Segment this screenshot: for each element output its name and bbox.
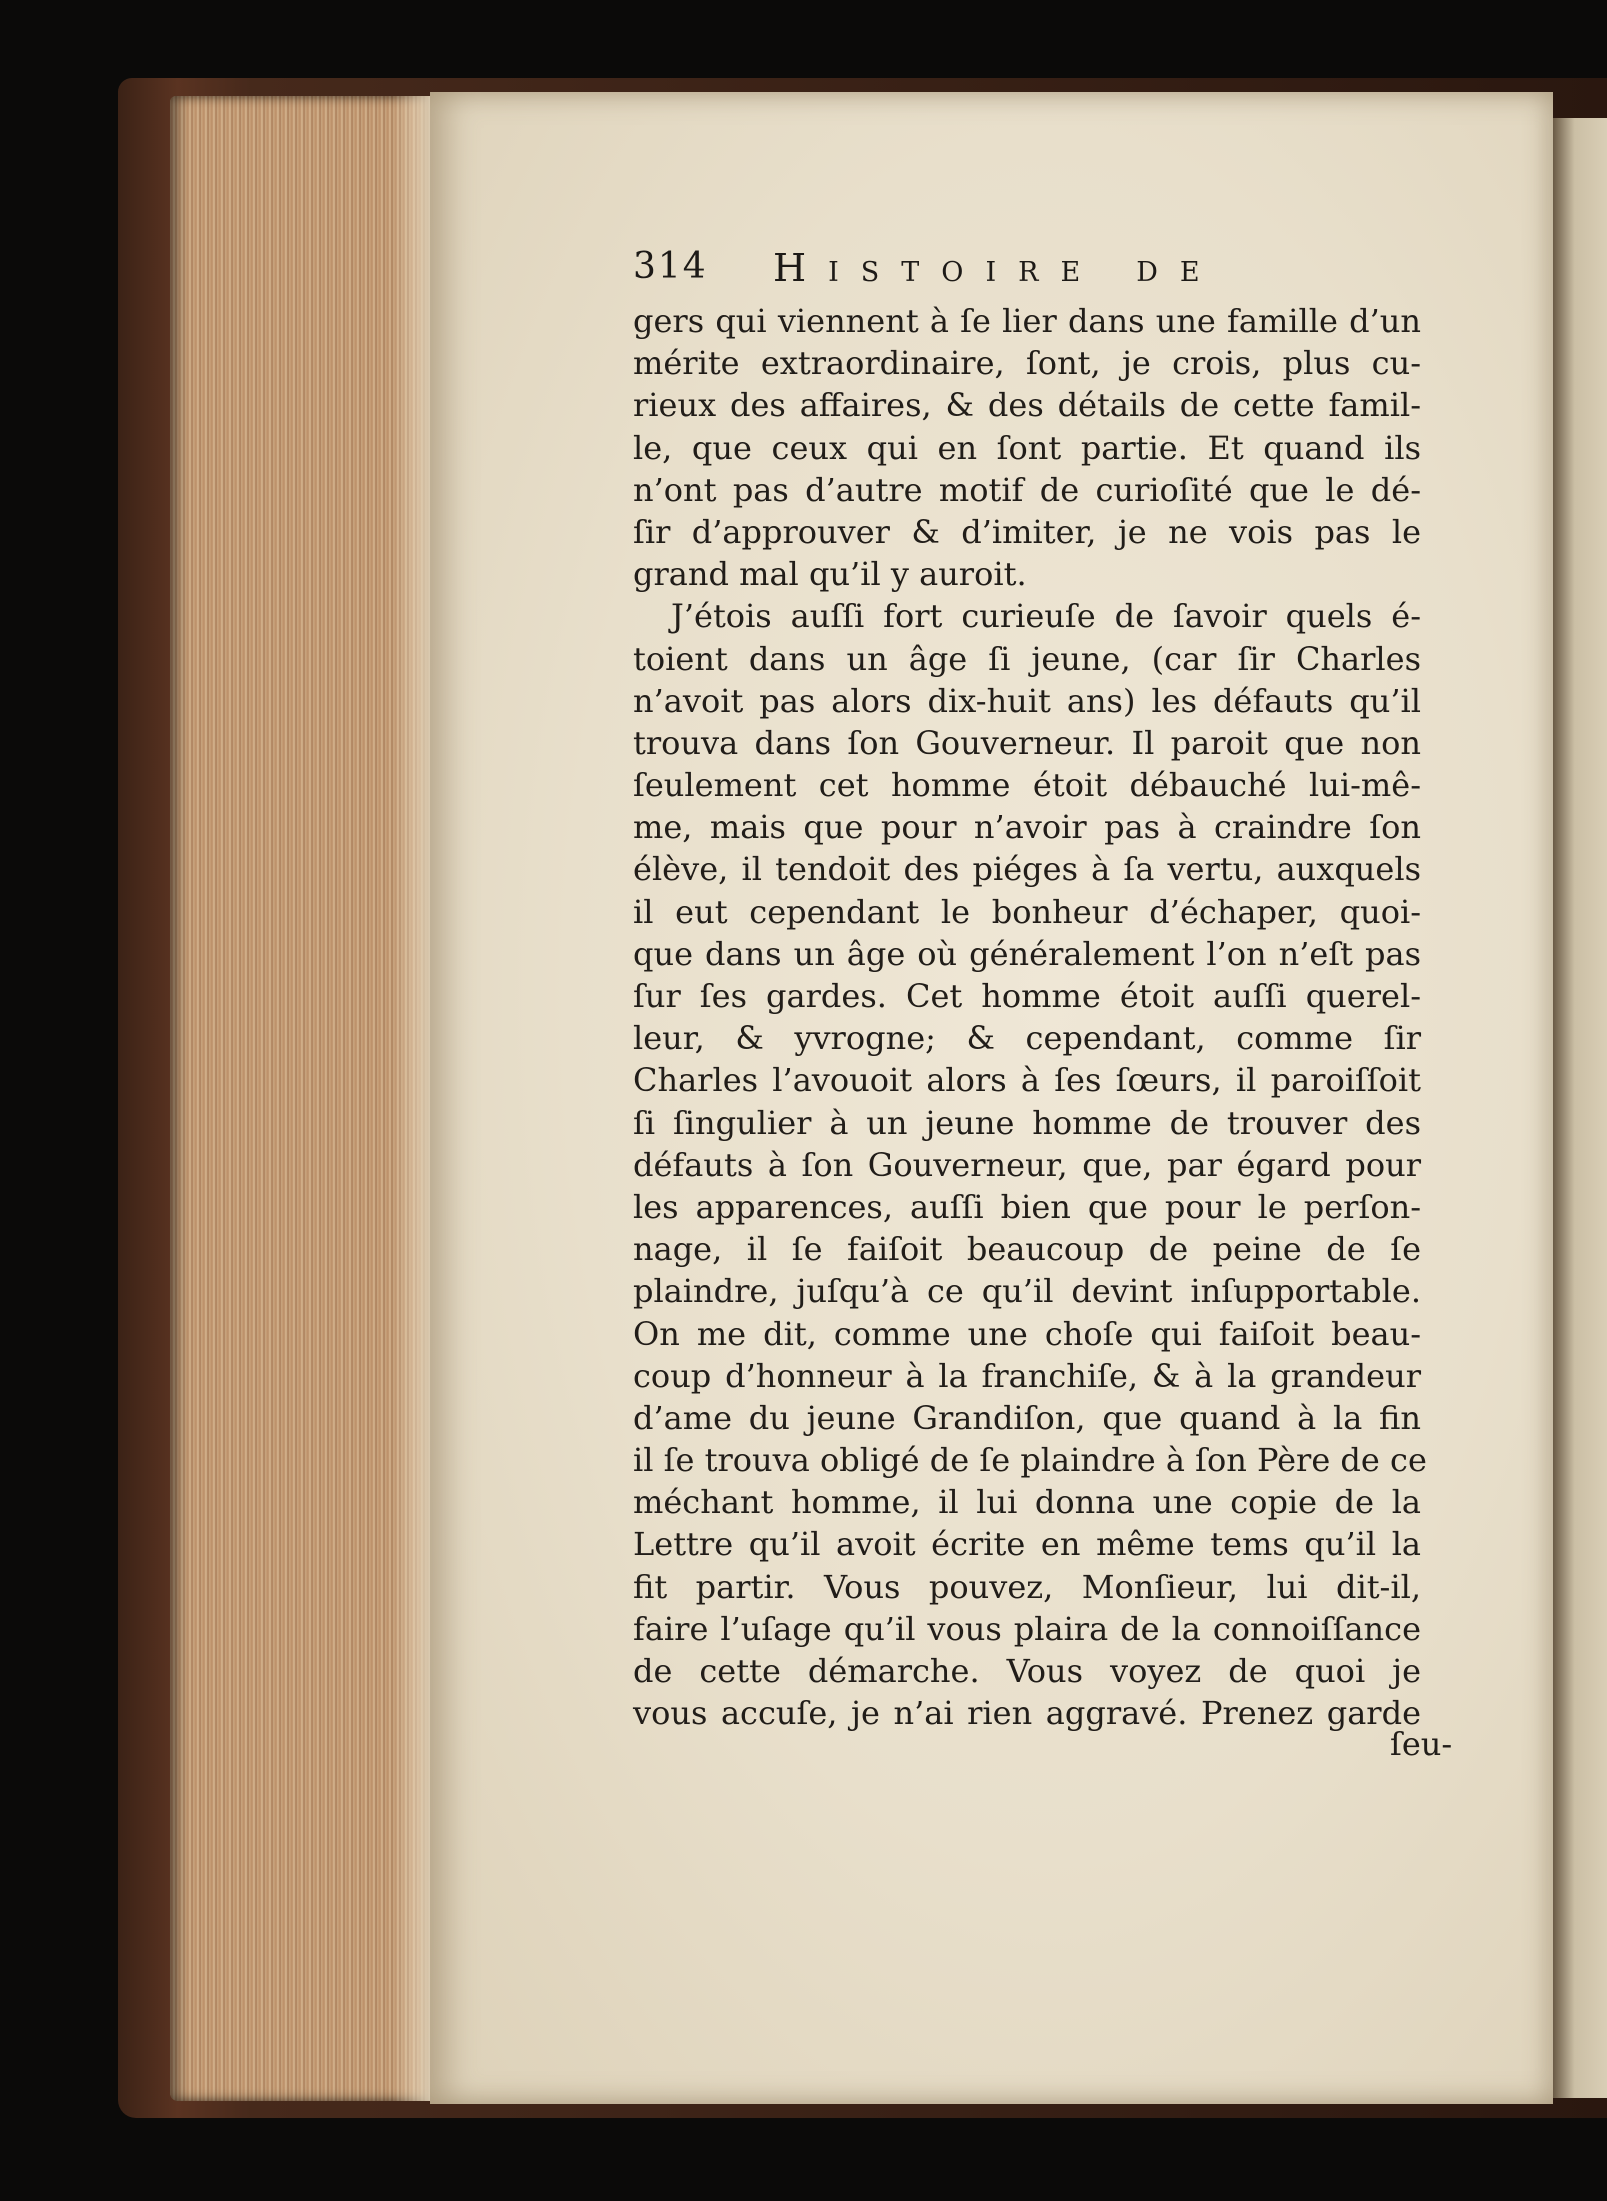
running-header bbox=[633, 246, 1273, 296]
text-line: nage, il ſe faiſoit beaucoup de peine de ſe bbox=[633, 1230, 1421, 1269]
text-line: élève, il tendoit des piéges à ſa vertu, auxquels bbox=[633, 850, 1421, 889]
text-line: il ſe trouva obligé de ſe plaindre à ſon Père de ce bbox=[633, 1441, 1427, 1480]
text-line: ſi ſingulier à un jeune homme de trouver des bbox=[633, 1103, 1421, 1142]
text-line: il eut cependant le bonheur d’échaper, quoi- bbox=[633, 892, 1421, 931]
text-line: de cette démarche. Vous voyez de quoi je bbox=[633, 1652, 1421, 1690]
running-title: Histoire de bbox=[773, 246, 1222, 290]
paragraph-2 bbox=[633, 595, 1427, 1734]
text-line: ſeulement cet homme étoit débauché lui-mê- bbox=[633, 766, 1421, 805]
text-line: rieux des affaires, & des détails de cette famil- bbox=[633, 386, 1421, 425]
text-line: vous accuſe, je n’ai rien aggravé. Prenez garde bbox=[633, 1694, 1421, 1733]
text-line: méchant homme, il lui donna une copie de la bbox=[633, 1483, 1421, 1522]
body-text bbox=[633, 300, 1427, 1734]
text-line: J’étois auſſi fort curieuſe de ſavoir quels é- bbox=[671, 597, 1421, 636]
text-line: que dans un âge où généralement l’on n’eſt pas bbox=[633, 934, 1421, 973]
text-line: trouva dans ſon Gouverneur. Il paroit que non bbox=[633, 723, 1421, 762]
text-line: grand mal qu’il y auroit. bbox=[633, 555, 1027, 594]
catchword: ſeu- bbox=[1390, 1725, 1453, 1763]
text-line: mérite extraordinaire, ſont, je crois, plus cu- bbox=[633, 344, 1421, 383]
text-line: On me dit, comme une choſe qui faiſoit beau- bbox=[633, 1314, 1421, 1353]
text-line: fit partir. Vous pouvez, Monſieur, lui dit-il, bbox=[633, 1567, 1421, 1606]
facing-page-edge bbox=[1553, 118, 1607, 2098]
page-edges bbox=[170, 96, 432, 2101]
text-line: faire l’uſage qu’il vous plaira de la connoiſſance bbox=[633, 1609, 1421, 1648]
page-number: 314 bbox=[633, 246, 708, 287]
text-line: défauts à ſon Gouverneur, que, par égard pour bbox=[633, 1145, 1421, 1184]
text-line: leur, & yvrogne; & cependant, comme ſir bbox=[633, 1019, 1421, 1058]
text-line: plaindre, juſqu’à ce qu’il devint inſupportable. bbox=[633, 1272, 1421, 1311]
text-line: les apparences, auſſi bien que pour le perſon- bbox=[633, 1187, 1421, 1226]
text-line: d’ame du jeune Grandiſon, que quand à la fin bbox=[633, 1398, 1421, 1437]
text-line: le, que ceux qui en ſont partie. Et quand ils bbox=[633, 428, 1421, 467]
text-line: n’ont pas d’autre motif de curioſité que le dé- bbox=[633, 470, 1421, 509]
text-line: coup d’honneur à la franchiſe, & à la grandeur bbox=[633, 1356, 1421, 1395]
text-line: me, mais que pour n’avoir pas à craindre ſon bbox=[633, 808, 1421, 847]
text-line: toient dans un âge ſi jeune, (car ſir Charles bbox=[633, 639, 1421, 678]
text-line: ſir d’approuver & d’imiter, je ne vois pas le bbox=[633, 512, 1421, 551]
text-line: Lettre qu’il avoit écrite en même tems qu’il la bbox=[633, 1525, 1421, 1564]
text-line: gers qui viennent à ſe lier dans une famille d’un bbox=[633, 302, 1421, 340]
paragraph-1 bbox=[633, 300, 1421, 595]
text-line: n’avoit pas alors dix-huit ans) les défauts qu’il bbox=[633, 681, 1421, 720]
text-line: ſur ſes gardes. Cet homme étoit auſſi querel- bbox=[633, 977, 1421, 1015]
text-line: Charles l’avouoit alors à ſes ſœurs, il paroiſſoit bbox=[633, 1061, 1421, 1100]
